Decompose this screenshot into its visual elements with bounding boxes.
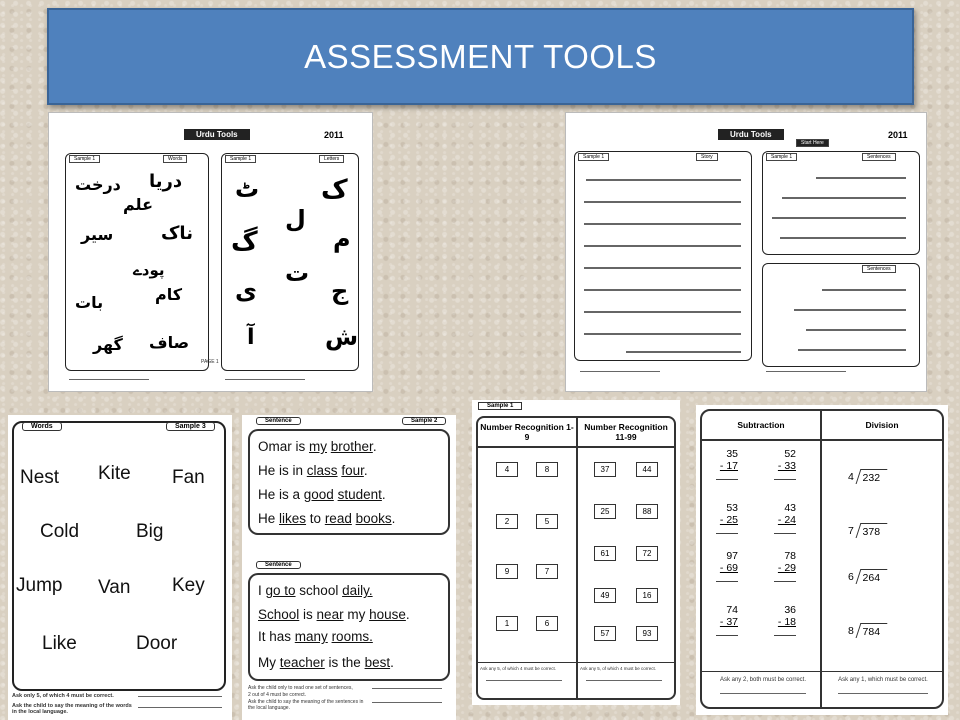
number-box: 4 <box>496 462 518 477</box>
dividend: 264 <box>862 572 880 584</box>
instruction-text: Ask any 1, which must be correct. <box>838 677 928 683</box>
sentence-word: good <box>303 487 334 502</box>
urdu-word: دریا <box>149 171 183 192</box>
urdu-story-sheet <box>565 112 927 392</box>
number-box: 57 <box>594 626 616 641</box>
urdu-word: درخت <box>75 175 121 194</box>
word: Cold <box>40 521 80 542</box>
sentence-label: Sentence <box>256 417 301 425</box>
division-problem <box>848 469 884 484</box>
subtrahend: - 25 <box>719 514 738 526</box>
number-box: 9 <box>496 564 518 579</box>
number-box: 37 <box>594 462 616 477</box>
word: Like <box>42 633 77 654</box>
sentence-line <box>798 349 906 351</box>
sample-tag: Sample 1 <box>578 153 609 161</box>
urdu-letter: ت <box>285 259 310 287</box>
sentence-word: rooms. <box>331 629 373 644</box>
instruction-text: Ask the child to say the meaning of the sentences in the local language. <box>248 699 364 711</box>
sentence-line <box>780 237 906 239</box>
urdu-letter: م <box>333 225 351 253</box>
answer-line <box>716 635 738 636</box>
sentence-word: Omar <box>258 439 292 454</box>
answer-line <box>774 479 796 480</box>
minuend: 78 <box>784 550 796 562</box>
number-box: 93 <box>636 626 658 641</box>
story-line <box>626 351 741 353</box>
footer-text-line <box>225 379 305 380</box>
number-box: 44 <box>636 462 658 477</box>
answer-line <box>774 533 796 534</box>
minuend: 43 <box>784 502 796 514</box>
sentence-word: read <box>324 511 352 526</box>
sentence-word: He <box>258 463 276 478</box>
number-box: 6 <box>536 616 558 631</box>
urdu-letter: ک <box>321 175 348 205</box>
answer-line <box>774 581 796 582</box>
urdu-letter: آ <box>247 325 255 350</box>
number-box: 2 <box>496 514 518 529</box>
instruction-text: Ask any 5, of which 4 must be correct. <box>480 666 557 671</box>
sentence-line <box>258 629 373 644</box>
footer-urdu-line <box>486 680 562 681</box>
subtrahend: - 18 <box>777 616 796 628</box>
footer-urdu-line <box>720 693 806 694</box>
subtrahend: - 33 <box>777 460 796 472</box>
footer-urdu-line <box>138 696 222 697</box>
sentence-word: is <box>291 439 310 454</box>
instruction-text: Ask any 5, of which 4 must be correct. <box>580 666 657 671</box>
number-sheet <box>472 400 680 705</box>
column-divider <box>576 418 578 698</box>
footer-divider <box>478 662 674 663</box>
divisor: 8 <box>848 624 854 637</box>
sentence-word: brother <box>330 439 373 454</box>
urdu-word: گھر <box>93 335 123 354</box>
sentence-word: class <box>306 463 338 478</box>
subtrahend: - 69 <box>719 562 738 574</box>
story-line <box>584 333 741 335</box>
number-box: 8 <box>536 462 558 477</box>
sentence-word: School <box>258 607 300 622</box>
footer-text-line <box>580 371 660 372</box>
column-divider <box>820 411 822 707</box>
sentence-word: likes <box>279 511 307 526</box>
sentence-word: books <box>355 511 392 526</box>
dividend: 232 <box>862 472 880 484</box>
sentence-word: is a <box>275 487 304 502</box>
column-header: Division <box>865 420 899 430</box>
sample-tag: Sample 1 <box>766 153 797 161</box>
sentence-line <box>258 463 368 478</box>
sentence-line <box>258 655 394 670</box>
sentence-word: He <box>258 511 276 526</box>
sentence-line <box>816 177 906 179</box>
sentences-subpanel-lower <box>762 263 920 367</box>
footer-urdu-line <box>372 688 442 689</box>
story-line <box>584 245 741 247</box>
year-logo: 2011 <box>888 130 908 140</box>
number-box: 1 <box>496 616 518 631</box>
instruction-text: 2 out of 4 must be correct. <box>248 692 307 698</box>
urdu-word: صاف <box>149 333 190 352</box>
sentence-line <box>258 487 386 502</box>
story-line <box>584 289 741 291</box>
sentence-word: . <box>390 655 394 670</box>
divisor: 4 <box>848 470 854 483</box>
urdu-letter: ی <box>235 277 257 305</box>
answer-line <box>716 533 738 534</box>
word: Key <box>172 575 205 596</box>
minuend: 74 <box>726 604 738 616</box>
column-header: Number Recognition 1-9 <box>480 422 574 442</box>
urdu-word: سیر <box>81 225 114 244</box>
footer-divider <box>702 671 942 672</box>
sentences-subpanel <box>762 151 920 255</box>
sentence-word: to <box>306 511 325 526</box>
sentence-word: my <box>309 439 328 454</box>
sentence-word: teacher <box>279 655 325 670</box>
sentence-word: . <box>381 487 386 502</box>
sentence-line <box>258 583 373 598</box>
story-subpanel <box>574 151 752 361</box>
word: Fan <box>172 467 205 488</box>
story-line <box>584 223 741 225</box>
column-header: Subtraction <box>737 420 785 430</box>
number-box: 49 <box>594 588 616 603</box>
sentence-word: near <box>316 607 344 622</box>
divisor: 7 <box>848 524 854 537</box>
sentence-word: four <box>341 463 364 478</box>
number-box: 61 <box>594 546 616 561</box>
page-number: PAGE 1 <box>201 359 219 365</box>
sentence-line <box>258 439 377 454</box>
sentence-word: is in <box>275 463 307 478</box>
sentence-line <box>782 197 906 199</box>
sentence-word: house <box>369 607 406 622</box>
sentence-word: is the <box>324 655 365 670</box>
number-box: 25 <box>594 504 616 519</box>
number-box: 5 <box>536 514 558 529</box>
division-problem <box>848 569 884 584</box>
sheet-header: Urdu Tools <box>718 129 784 140</box>
word: Door <box>136 633 178 654</box>
year-logo: 2011 <box>324 130 344 140</box>
sentences-tag: Sentences <box>862 265 896 273</box>
instruction-text: Ask the child to say the meaning of the words in the local language. <box>12 703 132 715</box>
urdu-word: بات <box>75 293 104 312</box>
story-line <box>584 311 741 313</box>
dividend: 784 <box>862 626 880 638</box>
instruction-text: Ask the child only to read one set of sentences, <box>248 685 353 691</box>
instruction-text: Ask any 2, both must be correct. <box>719 677 807 683</box>
sample-tag: Sample 1 <box>225 155 256 163</box>
sentence-word: . <box>405 607 410 622</box>
slide-title: ASSESSMENT TOOLS <box>47 8 914 105</box>
sentence-word: best <box>364 655 391 670</box>
footer-urdu-line <box>138 707 222 708</box>
header-divider <box>702 439 942 441</box>
words-tag: Words <box>163 155 187 163</box>
word: Jump <box>16 575 63 596</box>
footer-urdu-line <box>372 702 442 703</box>
word: Nest <box>20 467 60 488</box>
footer-urdu-line <box>586 680 662 681</box>
sample-label: Sample 1 <box>478 402 522 410</box>
subtrahend: - 17 <box>719 460 738 472</box>
answer-line <box>716 581 738 582</box>
urdu-word: علم <box>123 195 154 214</box>
subtrahend: - 37 <box>719 616 738 628</box>
sentence-word: daily. <box>342 583 373 598</box>
sentence-word: . <box>363 463 368 478</box>
sentence-word: It has <box>258 629 295 644</box>
answer-line <box>716 479 738 480</box>
sentence-line <box>806 329 906 331</box>
footer-urdu-line <box>838 693 928 694</box>
word: Kite <box>98 463 131 484</box>
sentence-word: I <box>258 583 266 598</box>
number-box: 7 <box>536 564 558 579</box>
urdu-word: کام <box>155 285 183 304</box>
sentence-line <box>258 607 410 622</box>
subtrahend: - 29 <box>777 562 796 574</box>
sentence-word: . <box>372 439 377 454</box>
story-tag: Story <box>696 153 718 161</box>
story-line <box>584 267 741 269</box>
urdu-letters-sheet <box>48 112 373 392</box>
number-box: 88 <box>636 504 658 519</box>
sentence-word: student <box>337 487 382 502</box>
sentence-word: My <box>258 655 280 670</box>
sentence-line <box>822 289 906 291</box>
sentence-word: go to <box>265 583 296 598</box>
header-divider <box>478 446 674 448</box>
sample-label: Sample 3 <box>166 422 215 431</box>
sheet-header: Urdu Tools <box>184 129 250 140</box>
words-sheet <box>8 415 232 720</box>
sentence-line <box>258 511 395 526</box>
division-problem <box>848 623 884 638</box>
urdu-letter: گ <box>231 227 258 257</box>
minuend: 35 <box>726 448 738 460</box>
story-line <box>584 201 741 203</box>
sample-tag: Sample 1 <box>69 155 100 163</box>
math-sheet <box>696 405 948 715</box>
sentence-sheet <box>242 415 456 720</box>
divisor: 6 <box>848 570 854 583</box>
urdu-word: ناک <box>161 223 193 244</box>
sentence-line <box>794 309 906 311</box>
footer-text-line <box>766 371 846 372</box>
column-header: Number Recognition 11-99 <box>584 422 668 442</box>
urdu-letter: ٹ <box>235 175 260 203</box>
sentence-word: my <box>343 607 370 622</box>
sentence-word: school <box>295 583 343 598</box>
sentence-label: Sentence <box>256 561 301 569</box>
number-box: 16 <box>636 588 658 603</box>
minuend: 97 <box>726 550 738 562</box>
sentence-line <box>772 217 906 219</box>
instruction-text: Ask only 5, of which 4 must be correct. <box>12 693 114 699</box>
division-problem <box>848 523 884 538</box>
word: Big <box>136 521 164 542</box>
words-label: Words <box>22 422 62 431</box>
urdu-letter: ل <box>285 205 306 233</box>
urdu-word: پودے <box>133 261 165 279</box>
sentences-tag: Sentences <box>862 153 896 161</box>
subtrahend: - 24 <box>777 514 796 526</box>
urdu-letter: ج <box>331 277 349 305</box>
minuend: 52 <box>784 448 796 460</box>
minuend: 36 <box>784 604 796 616</box>
sentence-word: He <box>258 487 276 502</box>
sample-label: Sample 2 <box>402 417 446 425</box>
letters-tag: Letters <box>319 155 344 163</box>
start-here-tag: Start Here <box>796 139 829 147</box>
sentence-word: many <box>294 629 328 644</box>
urdu-letter: ش <box>325 323 359 351</box>
word: Van <box>98 577 131 598</box>
sentence-word: is <box>299 607 317 622</box>
dividend: 378 <box>862 526 880 538</box>
sentence-word: . <box>391 511 396 526</box>
footer-text-line <box>69 379 149 380</box>
number-box: 72 <box>636 546 658 561</box>
answer-line <box>774 635 796 636</box>
minuend: 53 <box>726 502 738 514</box>
story-line <box>586 179 741 181</box>
